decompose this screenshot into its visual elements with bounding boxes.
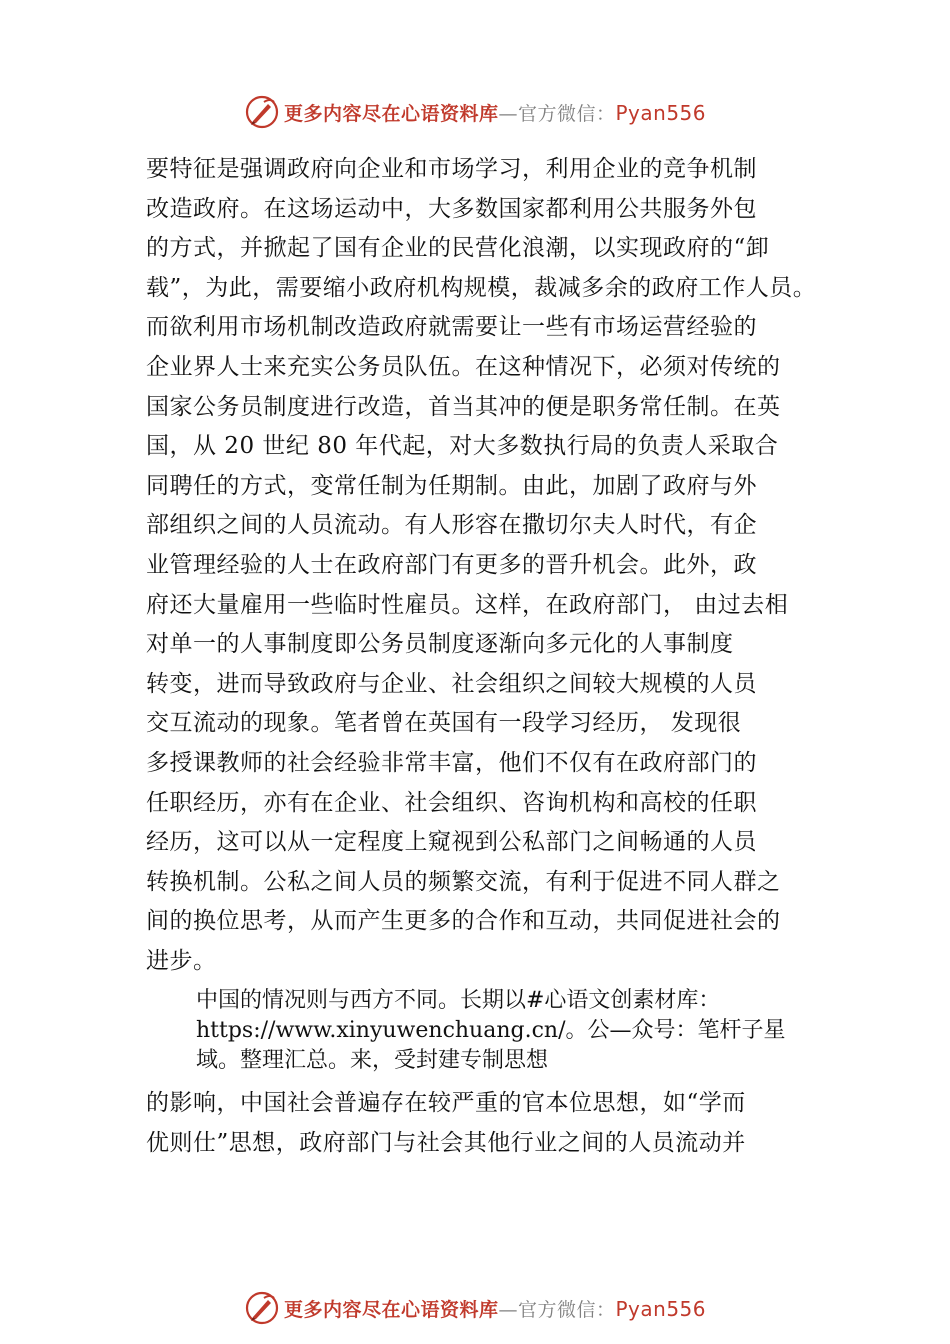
header-wechat-label: —官方微信： bbox=[498, 102, 616, 125]
footer-banner bbox=[0, 1288, 950, 1328]
text-line: 的方式，并掀起了国有企业的民营化浪潮，以实现政府的“卸 bbox=[146, 235, 770, 262]
text-line: 国家公务员制度进行改造，首当其冲的便是职务常任制。在英 bbox=[146, 393, 781, 420]
header-banner bbox=[0, 92, 950, 132]
text-line: 的影响，中国社会普遍存在较严重的官本位思想，如“学而 bbox=[146, 1090, 746, 1116]
footer-library-text: 更多内容尽在心语资料库 bbox=[283, 1298, 499, 1321]
text-line: 部组织之间的人员流动。有人形容在撒切尔夫人时代，有企 bbox=[146, 512, 757, 539]
pen-nib-logo-icon bbox=[244, 94, 280, 130]
inserted-note bbox=[196, 986, 846, 1076]
text-line: 企业界人士来充实公务员队伍。在这种情况下，必须对传统的 bbox=[146, 353, 781, 380]
text-line: 任职经历，亦有在企业、社会组织、咨询机构和高校的任职 bbox=[146, 789, 757, 816]
text-line: 转换机制。公私之间人员的频繁交流，有利于促进不同人群之 bbox=[146, 868, 781, 895]
text-line: 对单一的人事制度即公务员制度逐渐向多元化的人事制度 bbox=[146, 631, 734, 658]
text-line: 优则仕”思想，政府部门与社会其他行业之间的人员流动并 bbox=[146, 1129, 746, 1156]
text-line: 要特征是强调政府向企业和市场学习，利用企业的竞争机制 bbox=[146, 156, 757, 182]
main-paragraph bbox=[146, 150, 836, 981]
text-line: 府还大量雇用一些临时性雇员。这样，在政府部门， 由过去相 bbox=[146, 591, 789, 618]
text-line: 国，从 20 世纪 80 年代起，对大多数执行局的负责人采取合 bbox=[146, 433, 779, 460]
text-line: 间的换位思考，从而产生更多的合作和互动，共同促进社会的 bbox=[146, 908, 781, 935]
text-line: 业管理经验的人士在政府部门有更多的晋升机会。此外，政 bbox=[146, 551, 757, 578]
text-line: 同聘任的方式，变常任制为任期制。由此，加剧了政府与外 bbox=[146, 472, 757, 499]
footer-wechat-label: —官方微信： bbox=[498, 1298, 616, 1321]
text-line: 交互流动的现象。笔者曾在英国有一段学习经历， 发现很 bbox=[146, 710, 742, 737]
text-line: 经历，这可以从一定程度上窥视到公私部门之间畅通的人员 bbox=[146, 829, 757, 856]
text-line: 而欲利用市场机制改造政府就需要让一些有市场运营经验的 bbox=[146, 314, 757, 341]
header-library-text: 更多内容尽在心语资料库 bbox=[283, 102, 499, 125]
text-line: 进步。 bbox=[146, 947, 217, 974]
footer-wechat-handle: Pyan556 bbox=[615, 1296, 707, 1321]
header-wechat-handle: Pyan556 bbox=[615, 100, 707, 125]
pen-nib-logo-icon bbox=[244, 1290, 280, 1326]
text-line: 载”，为此，需要缩小政府机构规模，裁减多余的政府工作人员。 bbox=[146, 274, 817, 301]
continuation-paragraph bbox=[146, 1084, 836, 1163]
note-line: https://www.xinyuwenchuang.cn/。公—众号：笔杆子星 bbox=[196, 1018, 786, 1043]
text-line: 多授课教师的社会经验非常丰富，他们不仅有在政府部门的 bbox=[146, 749, 757, 776]
note-line: 域。整理汇总。来，受封建专制思想 bbox=[196, 1048, 549, 1073]
text-line: 转变，进而导致政府与企业、社会组织之间较大规模的人员 bbox=[146, 670, 757, 697]
note-line: 中国的情况则与西方不同。长期以#心语文创素材库： bbox=[196, 988, 721, 1013]
text-line: 改造政府。在这场运动中，大多数国家都利用公共服务外包 bbox=[146, 195, 757, 222]
